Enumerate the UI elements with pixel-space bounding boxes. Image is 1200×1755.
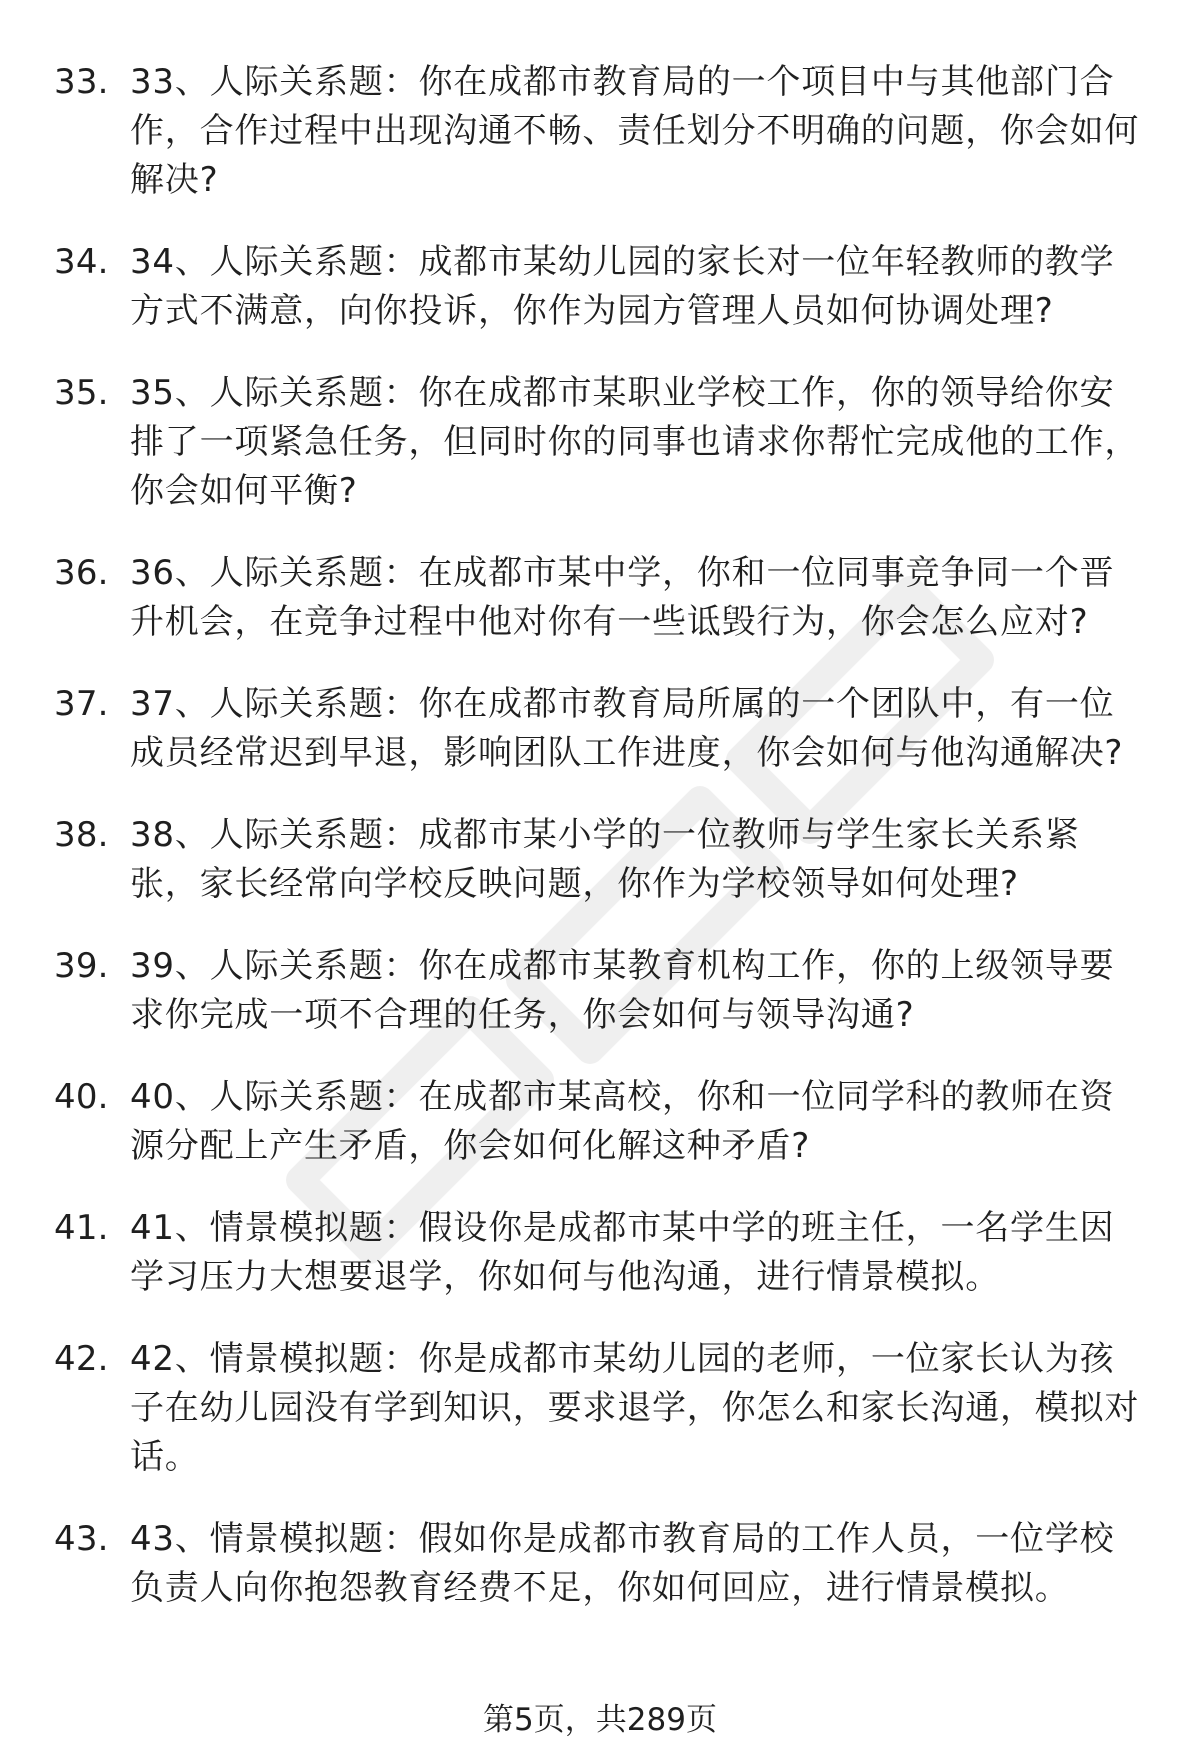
- question-number: 33.: [54, 62, 109, 102]
- question-item: [0, 1073, 1200, 1171]
- question-number: 37.: [54, 684, 109, 724]
- question-text: 39、人际关系题：你在成都市某教育机构工作，你的上级领导要求你完成一项不合理的任务，你会如何与领导沟通?: [130, 946, 1115, 1035]
- question-item: [0, 811, 1200, 909]
- question-text: 36、人际关系题：在成都市某中学，你和一位同事竞争同一个晋升机会，在竞争过程中他对你有一些诋毁行为，你会怎么应对?: [130, 553, 1115, 642]
- question-list: [0, 58, 1200, 1646]
- question-item: [0, 1515, 1200, 1613]
- question-item: [0, 680, 1200, 778]
- question-text: 38、人际关系题：成都市某小学的一位教师与学生家长关系紧张，家长经常向学校反映问题，你作为学校领导如何处理?: [130, 815, 1080, 904]
- question-text: 42、情景模拟题：你是成都市某幼儿园的老师，一位家长认为孩子在幼儿园没有学到知识，要求退学，你怎么和家长沟通，模拟对话。: [130, 1339, 1140, 1477]
- question-number: 39.: [54, 946, 109, 986]
- question-number: 34.: [54, 242, 109, 282]
- question-item: [0, 58, 1200, 205]
- question-item: [0, 1335, 1200, 1482]
- question-number: 43.: [54, 1519, 109, 1559]
- question-text: 37、人际关系题：你在成都市教育局所属的一个团队中，有一位成员经常迟到早退，影响团队工作进度，你会如何与他沟通解决?: [130, 684, 1124, 773]
- question-item: [0, 369, 1200, 516]
- question-number: 41.: [54, 1208, 109, 1248]
- question-text: 33、人际关系题：你在成都市教育局的一个项目中与其他部门合作，合作过程中出现沟通不畅、责任划分不明确的问题，你会如何解决?: [130, 62, 1140, 200]
- question-number: 40.: [54, 1077, 109, 1117]
- question-item: [0, 942, 1200, 1040]
- question-text: 35、人际关系题：你在成都市某职业学校工作，你的领导给你安排了一项紧急任务，但同时你的同事也请求你帮忙完成他的工作，你会如何平衡?: [130, 373, 1140, 511]
- question-number: 36.: [54, 553, 109, 593]
- question-number: 35.: [54, 373, 109, 413]
- question-item: [0, 1204, 1200, 1302]
- question-text: 41、情景模拟题：假设你是成都市某中学的班主任，一名学生因学习压力大想要退学，你如何与他沟通，进行情景模拟。: [130, 1208, 1115, 1297]
- page-number-label: 第5页，共289页: [483, 1702, 717, 1738]
- page-footer: [0, 1700, 1200, 1740]
- question-item: [0, 549, 1200, 647]
- question-number: 38.: [54, 815, 109, 855]
- question-text: 40、人际关系题：在成都市某高校，你和一位同学科的教师在资源分配上产生矛盾，你会如何化解这种矛盾?: [130, 1077, 1115, 1166]
- question-text: 34、人际关系题：成都市某幼儿园的家长对一位年轻教师的教学方式不满意，向你投诉，你作为园方管理人员如何协调处理?: [130, 242, 1115, 331]
- question-item: [0, 238, 1200, 336]
- question-number: 42.: [54, 1339, 109, 1379]
- question-text: 43、情景模拟题：假如你是成都市教育局的工作人员，一位学校负责人向你抱怨教育经费不足，你如何回应，进行情景模拟。: [130, 1519, 1115, 1608]
